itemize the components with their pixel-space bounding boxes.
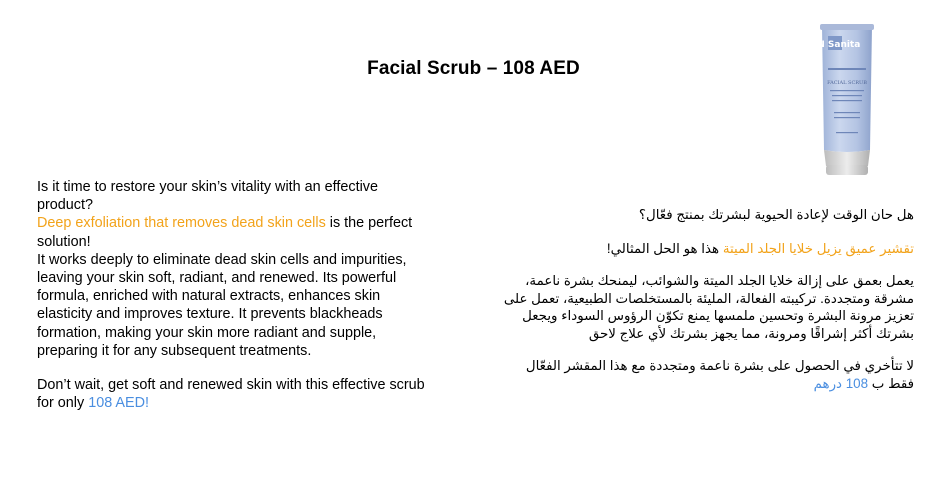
- en-body: It works deeply to eliminate dead skin cells and impurities, leaving your skin soft, radiant, and renewed. Its powerful formula, enriched with natural extracts, enhances skin elasticity and improves texture. It prevents blackheads formation, making your skin more radiant and supple, preparing it for any subsequent treatments.: [37, 251, 407, 359]
- en-cta: [37, 376, 432, 412]
- en-cta-price: 108 AED!: [88, 395, 150, 412]
- en-intro: [37, 178, 432, 360]
- ar-cta: [490, 357, 914, 392]
- en-highlight: Deep exfoliation that removes dead skin cells: [37, 215, 326, 232]
- ar-cta-line: لا تتأخري في الحصول على بشرة ناعمة ومتجددة مع هذا المقشر الفعّال: [525, 358, 914, 373]
- ar-body-line: بشرتك أكثر إشراقًا ومرونة، مما يجهز بشرتك لأي علاج لاحق: [588, 325, 914, 341]
- product-tube-image: [809, 22, 878, 178]
- ar-body-line: تعزيز مرونة البشرة وتحسين ملمسها يمنع تكوّن الرؤوس السوداء ويجعل: [522, 308, 914, 323]
- en-intro-text: Is it time to restore your skin’s vitality with an effective product?: [37, 179, 378, 214]
- tube-brand-text: NN Sanita: [809, 40, 861, 50]
- ar-highlight-line: [490, 240, 914, 258]
- english-description: [37, 178, 432, 412]
- ar-cta-price: 108 درهم: [813, 375, 869, 391]
- ar-body: [490, 272, 914, 342]
- ar-intro: هل حان الوقت لإعادة الحيوية لبشرتك بمنتج فعّال؟: [638, 207, 914, 222]
- ar-body-line: مشرقة ومتجددة. تركيبته الفعالة، المليئة بالمستخلصات الطبيعية، تعمل على: [503, 290, 914, 306]
- ar-body-line: يعمل بعمق على إزالة خلايا الجلد الميتة والشوائب، ليمنحك بشرة ناعمة،: [525, 273, 914, 288]
- page-title: Facial Scrub – 108 AED: [367, 58, 580, 79]
- ar-highlight-suffix: هذا هو الحل المثالي!: [606, 240, 723, 256]
- en-cta-text: Don’t wait, get soft and renewed skin with this effective scrub for only: [37, 377, 425, 412]
- arabic-description: [490, 206, 914, 392]
- tube-product-name: FACIAL SCRUB: [827, 80, 867, 86]
- en-highlight-suffix: is the perfect solution!: [37, 215, 413, 250]
- ar-highlight: تقشير عميق يزيل خلايا الجلد الميتة: [722, 240, 914, 256]
- ar-cta-prefix: فقط ب: [868, 375, 914, 391]
